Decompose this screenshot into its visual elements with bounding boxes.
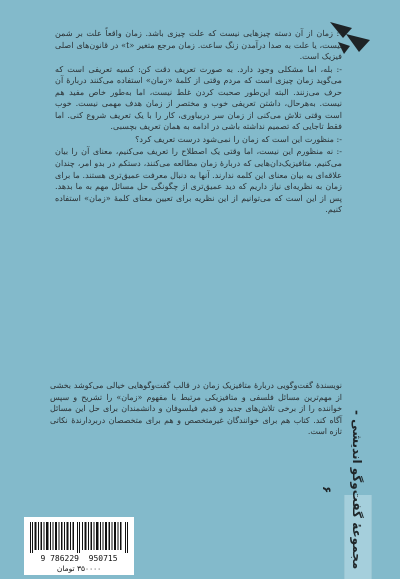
series-title: مجموعهٔ گفت‌وگو اندیشی - ۶ (320, 410, 364, 570)
barcode-number: 9 786229 950715 (40, 554, 118, 563)
summary-paragraph: نویسندهٔ گفت‌وگویی دربارهٔ متافیزیک زمان در قالب گفت‌وگوهایی خیالی می‌کوشد بخشی از مهم‌ترین مسائل فلسفی و متافیزیکی مرتبط با مفهوم «زمان» را تشریح و سپس خواننده را از برخی تلاش‌های جدید و قدیم فیلسوفان و دانشمندان برای حل این مسائل آگاه کند. کتاب هم برای خوانندگان غیرمتخصص و هم برای متخصصان دربردارندهٔ نکاتی تازه است. (50, 381, 342, 437)
book-summary (50, 380, 342, 438)
dialogue-paragraph: -: بله، اما مشکلی وجود دارد. به صورت تعریف دقت کن: کسیه تعریفی است که می‌گوید زمان چیزی است که مردم وقتی از کلمهٔ «زمان» استفاده می‌کنند دربارهٔ آن حرف می‌زنند. البته این‌طور صحبت کردن غلط نیست، اما به‌طور خاص مفید هم نیست. به‌هرحال، داشتن تعریفی خوب و مختصر از زمان هدف مهمی نیست. خوب است وقتی تلاش می‌کنی از زمان سر دربیاوری، کار را با یک تعریف شروع کنی. اما فقط تاجایی که تصمیم نداشته باشی در ادامه به همان تعریف بچسبی. (55, 63, 342, 132)
dialogue-paragraph: -: منظورت این است که زمان را نمی‌شود درست تعریف کرد؟ (135, 133, 342, 144)
barcode-label (24, 517, 134, 575)
dialogue-paragraph: -: نه منظورم این نیست، اما وقتی یک اصطلاح را تعریف می‌کنیم، معنای آن را بیان می‌کنیم. متافیزیک‌دان‌هایی که دربارهٔ زمان مطالعه می‌کنند، دستکم در بدو امر، چندان علاقه‌ای به بیان معنای این کلمه ندارند. آنها به دنبال معرفت عمیق‌تری هستند. ما برای زمان به نظریه‌ای نیاز داریم که دید عمیق‌تری از چگونگی حل مسائل مهم به ما بدهد. پس از این است که می‌توانیم از این نظریه برای تعیین معنای کلمهٔ «زمان» استفاده کنیم. (55, 146, 342, 215)
dialogue-excerpt (55, 28, 342, 216)
barcode-icon (30, 522, 128, 553)
dialogue-paragraph: -: زمان از آن دسته چیزهایی نیست که علت چیزی باشد. زمان واقعاً علت بر شمن نیست، یا علت به صدا درآمدن زنگ ساعت. زمان مرجع متغیر «t» در قانون‌های اصلی فیزیک است. (55, 28, 342, 62)
price-label: ۳۵۰۰۰۰ تومان (56, 564, 102, 573)
